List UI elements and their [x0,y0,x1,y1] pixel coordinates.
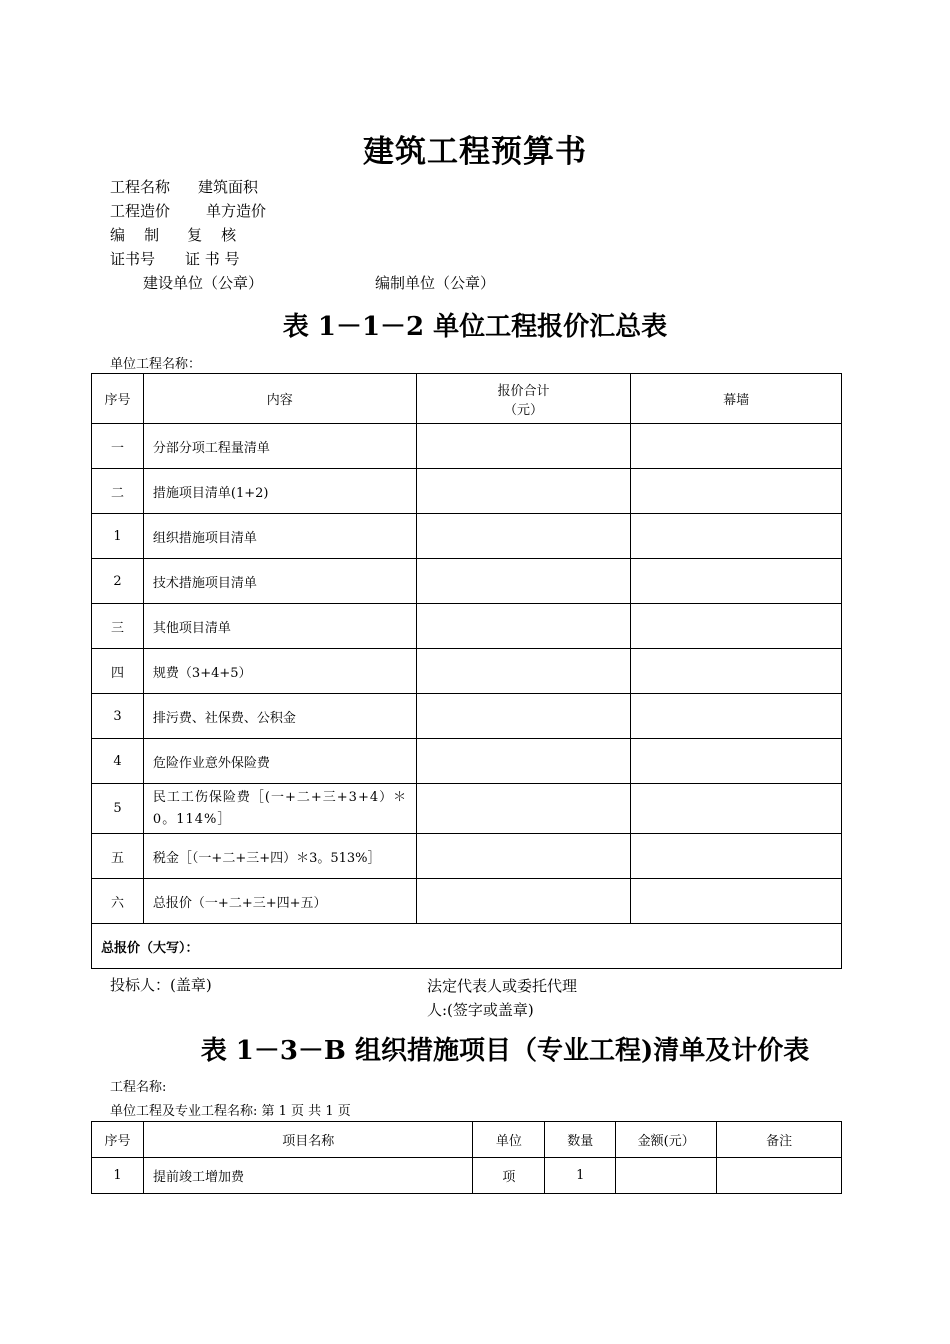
legal-rep-line1: 法定代表人或委托代理 [427,977,578,995]
row-seq: 4 [92,739,144,784]
row-quantity: 1 [545,1158,616,1194]
table-row [92,1158,842,1194]
legal-rep-label [427,974,577,1022]
table2-project-label: 工程名称: [110,1080,167,1095]
table-row [92,559,842,604]
project-info [110,175,495,295]
row-unit: 项 [473,1158,545,1194]
row-curtain-cell [631,834,842,879]
project-name-label: 工程名称 [110,178,171,196]
row-content: 组织措施项目清单 [143,514,416,559]
row-curtain-cell [631,514,842,559]
unit-cost-label: 单方造价 [206,202,267,220]
row-total-cell [416,514,631,559]
project-cost-label: 工程造价 [110,202,171,220]
header-curtain: 幕墙 [631,374,842,424]
table1-title: 表 1－1－2 单位工程报价汇总表 [282,312,668,342]
table-row [92,469,842,514]
certificate-label-2: 证 书 号 [185,250,240,268]
row-curtain-cell [631,784,842,834]
table-footer-row [92,924,842,969]
table-header-row [92,1122,842,1158]
row-content: 措施项目清单(1+2) [143,469,416,514]
table-row [92,834,842,879]
row-total-cell [416,739,631,784]
bidder-seal-label: 投标人：(盖章) [110,976,212,994]
row-content: 排污费、社保费、公积金 [143,694,416,739]
row-content: 技术措施项目清单 [143,559,416,604]
prepared-by-label: 编 制 [110,226,160,244]
table1-unit-label: 单位工程名称： [110,357,202,372]
header-quantity: 数量 [545,1122,616,1158]
owner-seal-label: 建设单位（公章） [143,274,264,292]
row-content: 其他项目清单 [143,604,416,649]
row-seq: 四 [92,649,144,694]
quote-summary-table [91,373,842,969]
compiler-seal-label: 编制单位（公章） [375,274,496,292]
header-amount: 金额(元） [616,1122,717,1158]
row-total-cell [416,879,631,924]
row-seq: 五 [92,834,144,879]
row-curtain-cell [631,739,842,784]
row-curtain-cell [631,879,842,924]
info-line-2 [110,199,495,223]
row-seq: 六 [92,879,144,924]
info-line-1 [110,175,495,199]
row-seq: 1 [92,1158,144,1194]
row-note [717,1158,842,1194]
header-total [416,374,631,424]
building-area-label: 建筑面积 [198,178,259,196]
header-total-line1: 报价合计 [497,383,550,399]
row-item-name: 提前竣工增加费 [143,1158,473,1194]
header-content: 内容 [143,374,416,424]
row-content: 税金［（一+二+三+四）＊3。513%］ [143,834,416,879]
header-total-line2: （元） [503,402,543,418]
table-row [92,514,842,559]
header-note: 备注 [717,1122,842,1158]
row-curtain-cell [631,604,842,649]
row-total-cell [416,784,631,834]
row-seq: 三 [92,604,144,649]
row-seq: 3 [92,694,144,739]
row-total-cell [416,649,631,694]
row-curtain-cell [631,469,842,514]
table-header-row [92,374,842,424]
row-seq: 1 [92,514,144,559]
header-seq: 序号 [92,1122,144,1158]
header-unit: 单位 [473,1122,545,1158]
table-row [92,424,842,469]
reviewed-by-label: 复 核 [187,226,237,244]
row-curtain-cell [631,694,842,739]
measures-pricing-table [91,1121,842,1194]
row-curtain-cell [631,559,842,604]
table-row [92,784,842,834]
row-seq: 5 [92,784,144,834]
row-total-cell [416,559,631,604]
info-line-3 [110,223,495,247]
table-row [92,649,842,694]
row-content: 危险作业意外保险费 [143,739,416,784]
table2-title: 表 1－3－B 组织措施项目（专业工程)清单及计价表 [200,1036,810,1066]
info-line-5 [110,271,495,295]
row-curtain-cell [631,649,842,694]
row-amount [616,1158,717,1194]
row-content: 民工工伤保险费［(一+二+三+3+4）＊0。114%］ [143,784,416,834]
table-row [92,604,842,649]
header-seq: 序号 [92,374,144,424]
row-total-cell [416,604,631,649]
table-row [92,879,842,924]
row-total-cell [416,424,631,469]
row-total-cell [416,834,631,879]
header-item-name: 项目名称 [143,1122,473,1158]
row-seq: 2 [92,559,144,604]
row-content: 分部分项工程量清单 [143,424,416,469]
table-row [92,739,842,784]
row-content: 总报价（一+二+三+四+五） [143,879,416,924]
legal-rep-line2: 人:(签字或盖章) [427,1001,534,1019]
document-title: 建筑工程预算书 [363,134,587,170]
row-total-cell [416,469,631,514]
row-curtain-cell [631,424,842,469]
row-content: 规费（3+4+5） [143,649,416,694]
row-total-cell [416,694,631,739]
row-seq: 二 [92,469,144,514]
table-row [92,694,842,739]
table2-unit-label: 单位工程及专业工程名称: 第 1 页 共 1 页 [110,1104,351,1119]
certificate-label: 证书号 [110,250,156,268]
row-seq: 一 [92,424,144,469]
info-line-4 [110,247,495,271]
total-in-words-label: 总报价（大写）： [92,924,842,969]
